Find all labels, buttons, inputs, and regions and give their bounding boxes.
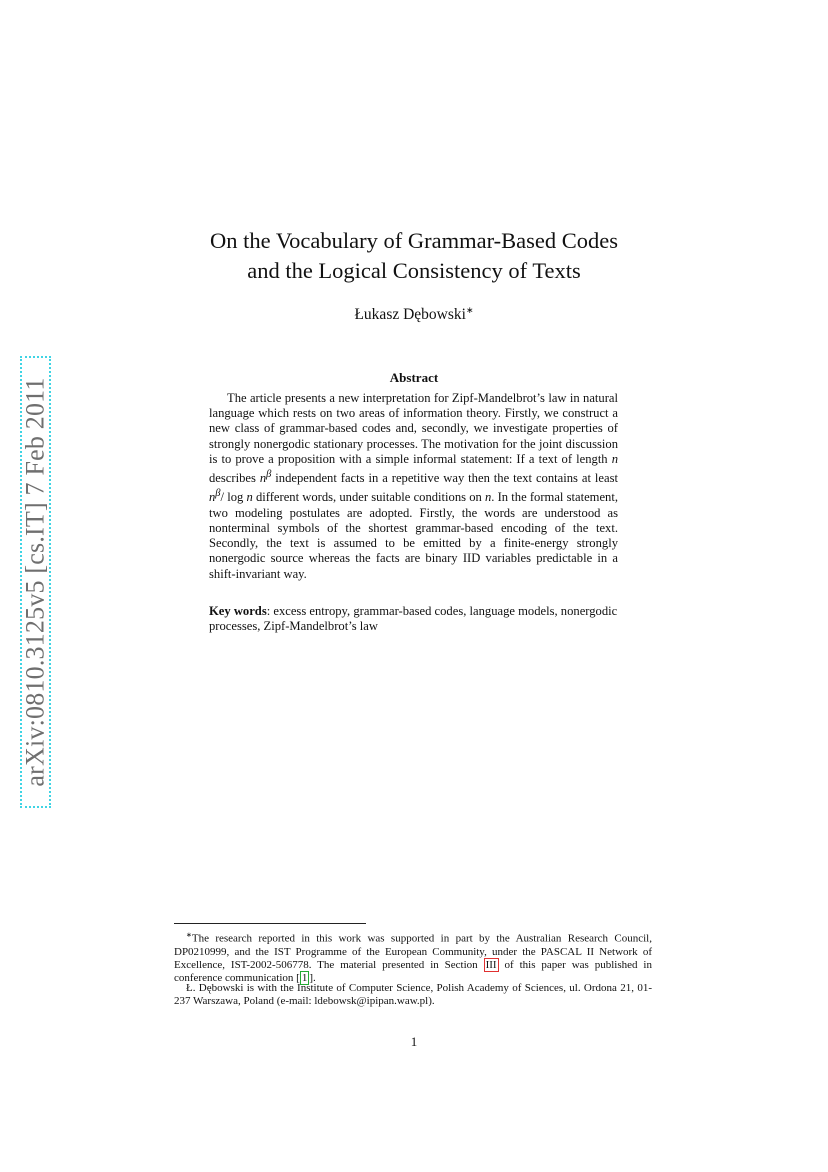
footnote-rule [174,923,366,924]
math-n: n [246,490,253,505]
math-n: n [484,490,492,505]
footnote-affiliation: Ł. Dębowski is with the Institute of Computer Science, Polish Academy of Sciences, ul. Ordona 21, 01-237 Warszawa, Poland (e-mail: ldebowsk@ipipan.waw.pl). [174,982,652,1008]
footnote-funding: ∗The research reported in this work was supported in part by the Australian Research Council, DP0210999, and the IST Programme of the European Community, under the PASCAL II Network of Excellence, IST-2002-506778. The material presented in Section III of this paper was published in conference communication [ 1 ]. [174,931,652,985]
section-reference-link[interactable]: III [485,959,497,972]
math-n: n [259,471,267,486]
math-n: n [611,451,618,466]
abstract-text-6: . In the formal statement, two modeling postulates are adopted. Firstly, the words are understood as nonterminal symbols of the shortest grammar-based encoding of the text. Secondly, the text is assumed to be emitted by a finite-energy strongly nonergodic source whereas the facts are binary IID variables predictable in a shift-invariant way. [209,490,618,581]
math-beta: β [266,469,272,481]
page-number: 1 [410,1034,418,1049]
abstract-text-3: independent facts in a repetitive way then the text contains at least [271,471,618,486]
footnote-mark: ∗ [186,931,192,939]
title-line-2: and the Logical Consistency of Texts [247,258,581,283]
footnote-funding-text-c: . [313,972,316,985]
author-line [150,305,678,324]
paper-title [150,226,678,286]
abstract-heading: Abstract [389,370,439,385]
footnote-funding-text-b: of this paper was published in conference communication [174,959,652,985]
citation-link[interactable]: 1 [301,972,308,985]
math-n: n [209,490,216,505]
author-name: Łukasz Dębowski [354,306,466,324]
keywords [209,604,618,634]
arxiv-identifier-text: arXiv:0810.3125v5 [cs.IT] 7 Feb 2011 [20,377,50,787]
abstract-text-5: different words, under suitable conditions on [252,490,485,505]
abstract-text-2: describes [209,471,260,486]
title-line-1: On the Vocabulary of Grammar-Based Codes [210,228,618,253]
arxiv-identifier-stamp[interactable] [20,356,51,808]
abstract-text-1: The article presents a new interpretation for Zipf-Mandelbrot’s law in natural language which rests on two areas of information theory. Firstly, we construct a new class of grammar-based codes and, secondly, we investigate properties of strongly nonergodic stationary processes. The motivation for the joint discussion is to prove a proposition with a simple informal statement: If a text of length [209,391,618,466]
author-footnote-mark: ∗ [465,305,474,315]
abstract-text-4: / log [220,490,247,505]
footnote-funding-text-a: The research reported in this work was supported in part by the Australian Research Council, DP0210999, and the IST Programme of the European Community, under the PASCAL II Network of Excellence, IST-2002-506778. The material presented in Section [174,932,652,972]
abstract-body [209,391,618,582]
keywords-label: Key words [209,604,267,618]
math-beta: β [215,488,221,500]
keywords-text: : excess entropy, grammar-based codes, language models, nonergodic processes, Zipf-Mandelbrot’s law [209,604,618,634]
